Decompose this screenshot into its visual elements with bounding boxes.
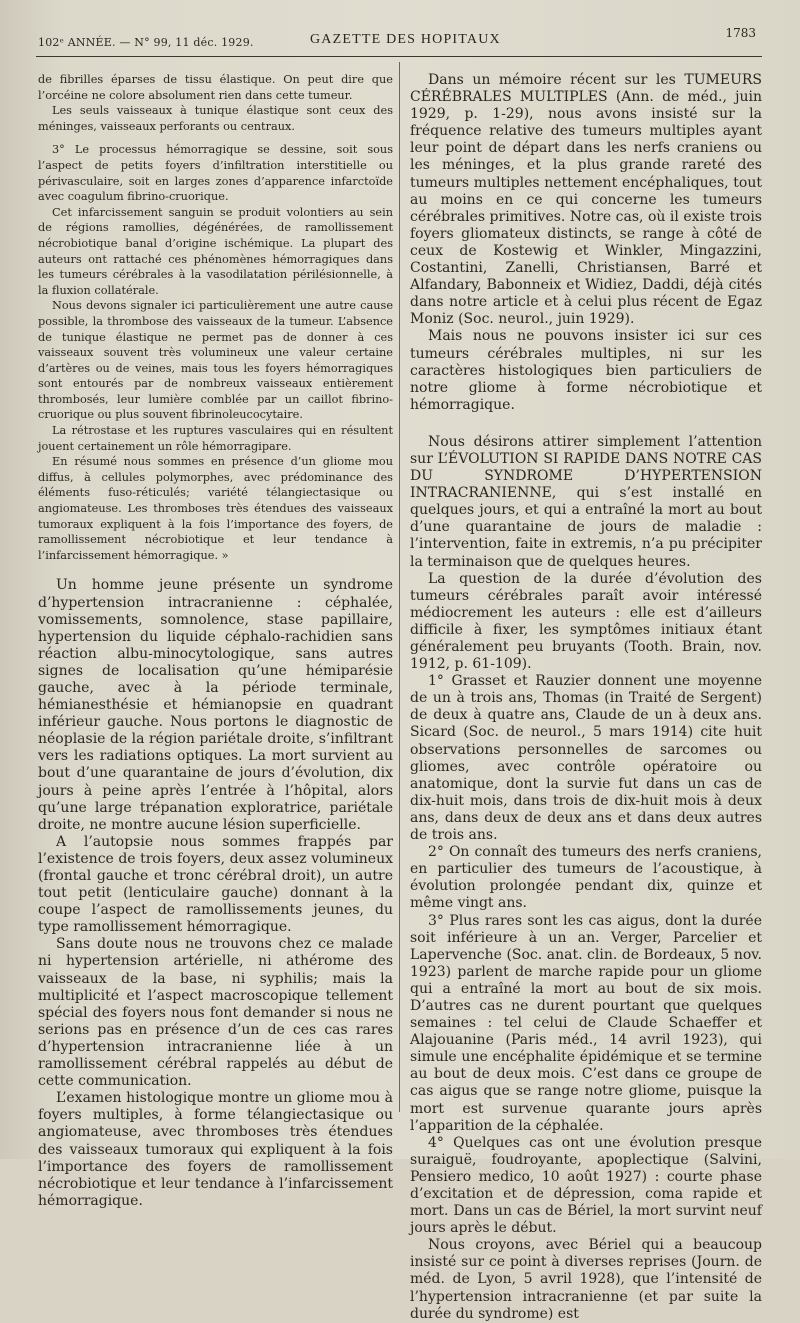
header-rule: [36, 56, 762, 57]
paragraph: Nous désirons attirer simplement l’attention sur L’ÉVOLUTION SI RAPIDE DANS NOTRE CAS DU SYNDROME D’HYPERTENSION INTRACRANIENNE, qui s’est installé en quelques jours, et qui a entraîné la mort au bout d’une quarantaine de jours de maladie : l’intervention, faite in extremis, n’a pu précipiter la terminaison que de quelques heures.: [410, 433, 762, 570]
paragraph: Nous croyons, avec Bériel qui a beaucoup insisté sur ce point à diverses reprises (Journ. de méd. de Lyon, 5 avril 1928), que l’intensité de l’hypertension intracranienne (et par suite la durée du syndrome) est: [410, 1237, 762, 1322]
paragraph: 1° Grasset et Rauzier donnent une moyenne de un à trois ans, Thomas (in Traité de Sergent) de deux à quatre ans, Claude de un à deux ans. Sicard (Soc. de neurol., 5 mars 1914) cite huit observations personnelles de sarcomes ou gliomes, avec contrôle opératoire ou anatomique, dont la survie fut dans un cas de dix-huit mois, dans trois de dix-huit mois à deux ans, dans deux de deux ans et dans deux autres de trois ans.: [410, 673, 762, 844]
paragraph: 3° Plus rares sont les cas aigus, dont la durée soit inférieure à un an. Verger, Parcelier et Lapervenche (Soc. anat. clin. de Bordeaux, 5 nov. 1923) parlent de marche rapide pour un gliome qui a entraîné la mort au bout de six mois. D’autres cas ne durent pourtant que quelques semaines : tel celui de Claude Schaeffer et Alajouanine (Paris méd., 14 avril 1923), qui simule une encéphalite épidémique et se termine au bout de deux mois. C’est dans ce groupe de cas aigus que se range notre gliome, puisque la mort est survenue quarante jours après l’apparition de la céphalée.: [410, 912, 762, 1134]
paragraph: La rétrostase et les ruptures vasculaires qui en résultent jouent certainement un rôle hémorragipare.: [38, 424, 393, 453]
paragraph: 4° Quelques cas ont une évolution presque suraiguë, foudroyante, apoplectique (Salvini, Pensiero medico, 10 août 1927) : courte phase d’excitation et de dépression, coma rapide et mort. Dans un cas de Bériel, la mort survint neuf jours après le début.: [410, 1134, 762, 1237]
paragraph: La question de la durée d’évolution des tumeurs cérébrales paraît avoir intéressé médiocrement les auteurs : elle est d’ailleurs difficile à fixer, les symptômes initiaux étant généralement peu bruyants (Tooth. Brain, nov. 1912, p. 61-109).: [410, 570, 762, 673]
paragraph: Dans un mémoire récent sur les TUMEURS CÉRÉBRALES MULTIPLES (Ann. de méd., juin 1929, p. 1-29), nous avons insisté sur la fréquence relative des tumeurs multiples ayant leur point de départ dans les nerfs craniens ou les méninges, et la plus grande rareté des tumeurs multiples nettement encéphaliques, tout au moins en ce qui concerne les tumeurs cérébrales primitives. Notre cas, où il existe trois foyers gliomateux distincts, se range à côté de ceux de Kostewig et Winkler, Mingazzini, Costantini, Zanelli, Christiansen, Barré et Alfandary, Babonneix et Widiez, Daddi, déjà cités dans notre article et à celui plus récent de Egaz Moniz (Soc. neurol., juin 1929).: [410, 72, 762, 328]
issue-info: 102ᵉ ANNÉE. — N° 99, 11 déc. 1929.: [38, 36, 254, 49]
paragraph: Un homme jeune présente un syndrome d’hypertension intracranienne : céphalée, vomissements, somnolence, stase papillaire, hypertension du liquide céphalo-rachidien sans réaction albu-minocytologique, sans autres signes de localisation qu’une hémiparésie gauche, avec à la période terminale, hémianesthésie et hémianopsie en quadrant inférieur gauche. Nous portons le diagnostic de néoplasie de la région pariétale droite, s’infiltrant vers les radiations optiques. La mort survient au bout d’une quarantaine de jours d’évolution, dix jours à peine après l’entrée à l’hôpital, alors qu’une large trépanation exploratrice, pariétale droite, ne montre aucune lésion superficielle.: [38, 577, 393, 833]
quoted-report: [38, 72, 393, 563]
paragraph: Cet infarcissement sanguin se produit volontiers au sein de régions ramollies, dégénérées, de ramollissement nécrobiotique banal d’origine ischémique. La plupart des auteurs ont rattaché ces phénomènes hémorragiques dans les tumeurs cérébrales à la vasodilatation périlésionnelle, à la fluxion collatérale.: [38, 205, 393, 297]
column-divider: [399, 62, 400, 1112]
case-summary: [38, 577, 393, 1209]
section-gap: [38, 563, 393, 577]
paragraph: Nous devons signaler ici particulièrement une autre cause possible, la thrombose des vaisseaux de la tumeur. L’absence de tunique élastique ne permet pas de donner à ces vaisseaux souvent très volumineux une valeur certaine d’artères ou de veines, mais tous les foyers hémorragiques sont entourés par de nombreux vaisseaux entièrement thrombosés, leur lumière comblée par un caillot fibrino-cruorique ou plus souvent fibrinoleucocytaire.: [38, 299, 393, 422]
journal-title: GAZETTE DES HOPITAUX: [310, 32, 501, 47]
left-column: [38, 72, 393, 1210]
discussion: [410, 72, 762, 1323]
page-number: 1783: [725, 26, 756, 40]
paragraph: Les seuls vaisseaux à tunique élastique sont ceux des méninges, vaisseaux perforants ou centraux.: [38, 104, 393, 133]
paragraph: A l’autopsie nous sommes frappés par l’existence de trois foyers, deux assez volumineux (frontal gauche et tronc cérébral droit), un autre tout petit (lenticulaire gauche) donnant à la coupe l’aspect de ramollissements jeunes, du type ramollissement hémorragique.: [38, 833, 393, 936]
paragraph: En résumé nous sommes en présence d’un gliome mou diffus, à cellules polymorphes, avec prédominance des éléments fuso-réticulés; variété télangiectasique ou angiomateuse. Les thromboses très étendues des vaisseaux tumoraux expliquent à la fois l’importance des foyers, de ramollissement nécrobiotique et leur tendance à l’infarcissement hémorragique. »: [38, 455, 393, 562]
paragraph: Sans doute nous ne trouvons chez ce malade ni hypertension artérielle, ni athérome des vaisseaux de la base, ni syphilis; mais la multiplicité et l’aspect macroscopique tellement spécial des foyers nous font demander si nous ne serions pas en présence d’un de ces cas rares d’hypertension intracranienne liée à un ramollissement cérébral rappelés au début de cette communication.: [38, 936, 393, 1090]
paragraph: L’examen histologique montre un gliome mou à foyers multiples, à forme télangiectasique ou angiomateuse, avec thromboses très étendues des vaisseaux tumoraux qui expliquent à la fois l’importance des foyers de ramollissement nécrobiotique et leur tendance à l’infarcissement hémorragique.: [38, 1090, 393, 1209]
paragraph: de fibrilles éparses de tissu élastique. On peut dire que l’orcéine ne colore absolument rien dans cette tumeur.: [38, 73, 393, 102]
paragraph: Mais nous ne pouvons insister ici sur ces tumeurs cérébrales multiples, ni sur les caractères histologiques bien particuliers de notre gliome à forme nécrobiotique et hémorragique.: [410, 328, 762, 413]
page-header: [0, 26, 800, 52]
right-column: [410, 72, 762, 1323]
paragraph: 2° On connaît des tumeurs des nerfs craniens, en particulier des tumeurs de l’acoustique, à évolution prolongée pendant dix, quinze et même vingt ans.: [410, 844, 762, 912]
paragraph: 3° Le processus hémorragique se dessine, soit sous l’aspect de petits foyers d’infiltration interstitielle ou périvasculaire, soit en larges zones d’apparence infarctoïde avec coagulum fibrino-cruorique.: [38, 143, 393, 204]
